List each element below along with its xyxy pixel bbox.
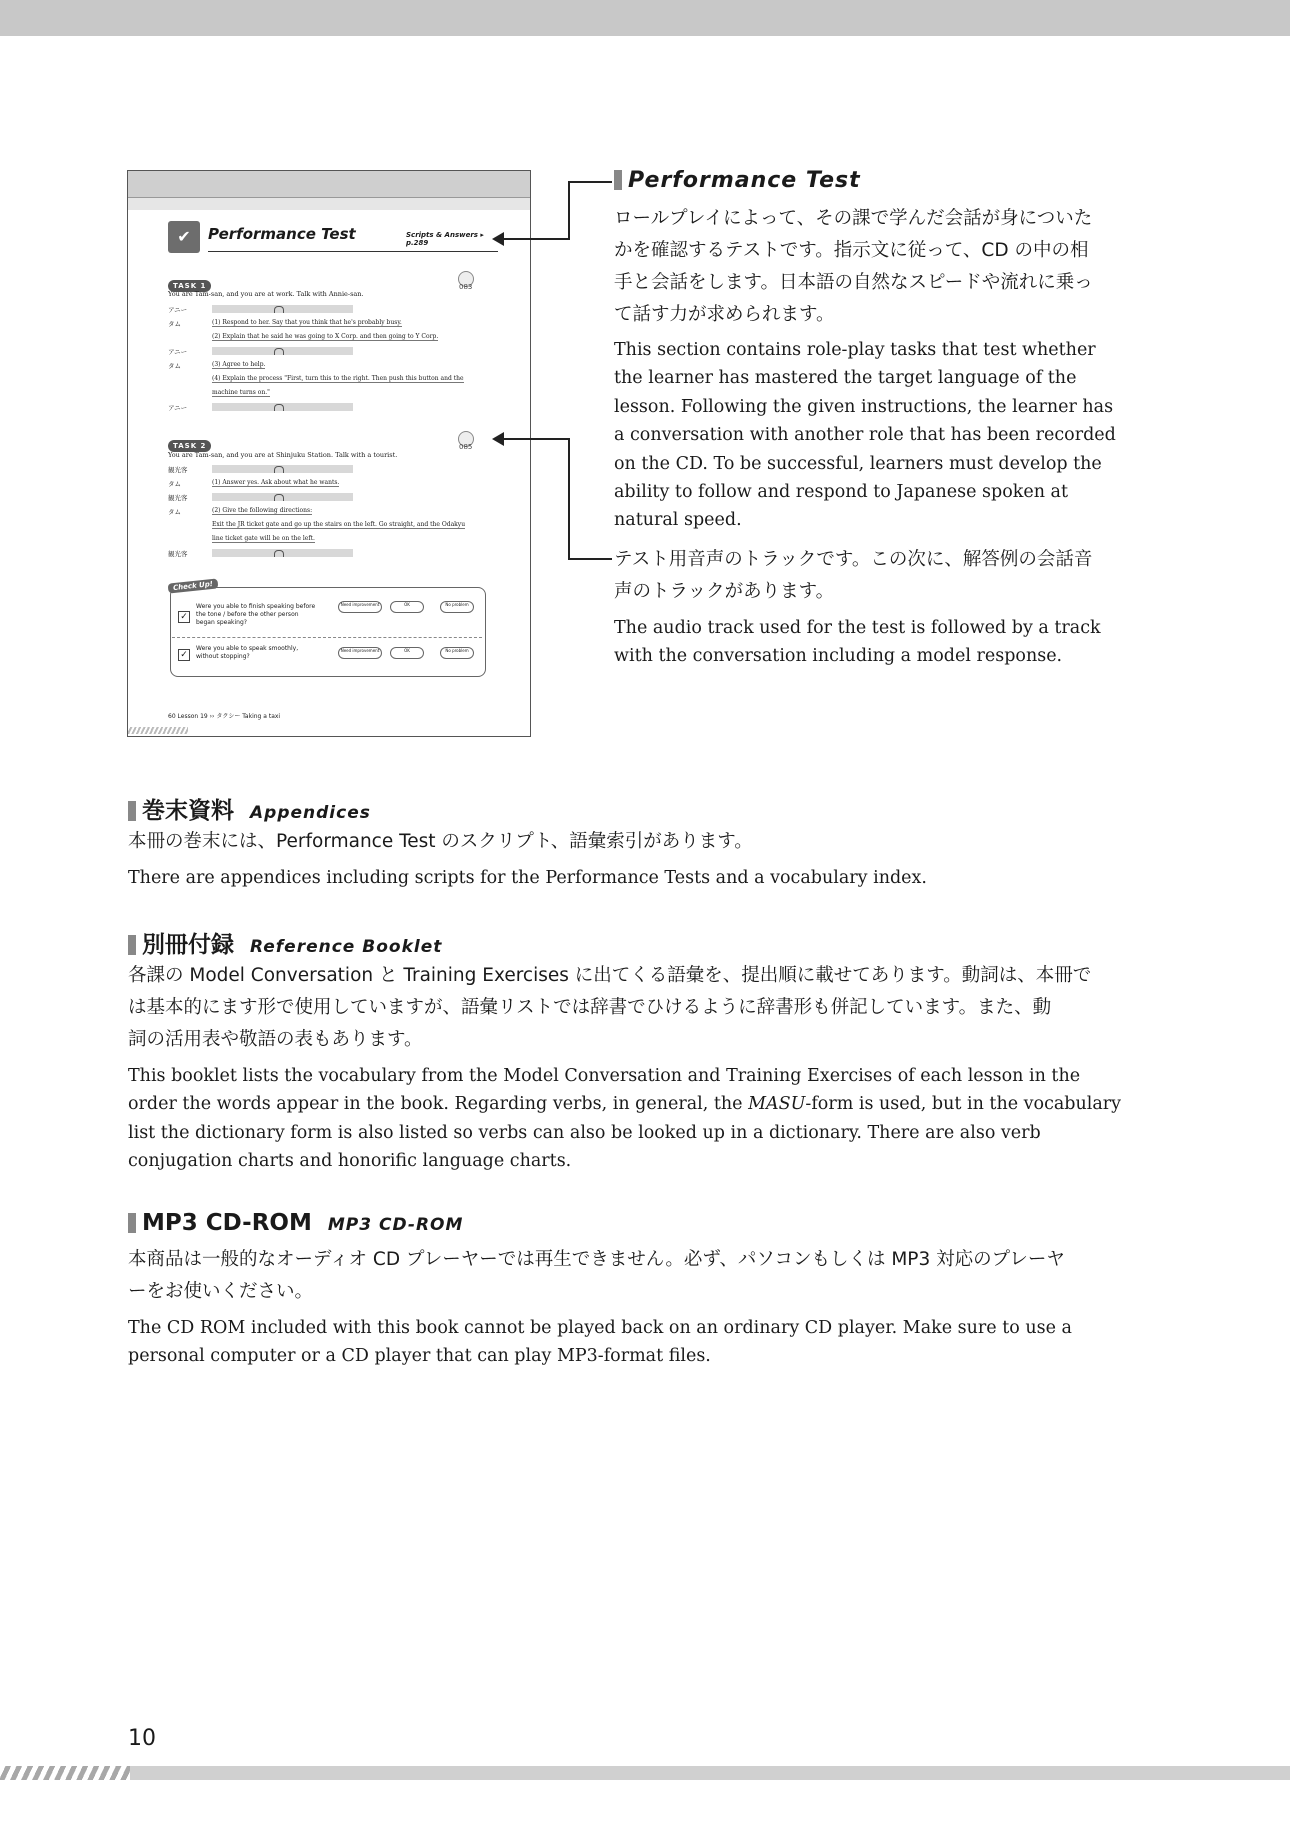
- checkmark-icon: ✓: [178, 611, 190, 623]
- instruction-line: machine turns on.": [212, 389, 270, 396]
- arrow-left-icon: [492, 232, 504, 246]
- thumbnail-footer: 60 Lesson 19 ›› タクシー Taking a taxi: [168, 713, 281, 720]
- speaker-label: 観光客: [168, 494, 188, 502]
- text-line: 各課の Model Conversation と Training Exercises に出てくる語彙を、提出順に載せてあります。動詞は、本冊で: [128, 965, 1092, 986]
- instruction-line: Exit the JR ticket gate and go up the stairs on the left. Go straight, and the Odakyu: [212, 521, 466, 528]
- text-line: personal computer or a CD player that can play MP3-format files.: [128, 1346, 711, 1367]
- bottom-stripes: [0, 1766, 130, 1780]
- checkup-option: No problem: [440, 601, 474, 613]
- instruction-line: line ticket gate will be on the left.: [212, 535, 315, 542]
- connector-line: [568, 181, 570, 240]
- audio-response-bar: [212, 493, 353, 501]
- performance-test-icon: ✔: [168, 221, 200, 253]
- page-number: 10: [128, 1726, 156, 1751]
- text-line: テスト用音声のトラックです。この次に、解答例の会話音: [614, 549, 1093, 570]
- speaker-label: タム: [168, 362, 181, 370]
- text-line: ロールプレイによって、その課で学んだ会話が身についた: [614, 208, 1093, 229]
- sample-page-thumbnail: [127, 170, 531, 737]
- instruction-line: (1) Respond to her. Say that you think that he's probably busy.: [212, 319, 402, 326]
- appendices-heading: 巻末資料 Appendices: [128, 792, 371, 825]
- checkup-option: No problem: [440, 647, 474, 659]
- checkup-item: Were you able to speak smoothly, without stopping?: [196, 645, 299, 660]
- mp3-cdrom-heading: MP3 CD-ROM MP3 CD-ROM: [128, 1210, 463, 1236]
- performance-test-en-text: [614, 336, 1116, 535]
- thumbnail-title: Performance Test: [208, 225, 356, 243]
- appendices-jp-text: [128, 826, 753, 858]
- text-line: かを確認するテストです。指示文に従って、CD の中の相: [614, 240, 1089, 261]
- audio-track-en-text: [614, 614, 1101, 671]
- task1-intro: You are Tam-san, and you are at work. Talk with Annie-san.: [168, 290, 364, 298]
- scripts-answers-ref: Scripts & Answers ▸ p.289: [406, 231, 484, 247]
- track-number: 085: [459, 443, 473, 451]
- text-line: 手と会話をします。日本語の自然なスピードや流れに乗っ: [614, 272, 1093, 293]
- audio-response-bar: [212, 465, 353, 473]
- text-line: The CD ROM included with this book cannot be played back on an ordinary CD player. Make sure to use a: [128, 1318, 1072, 1338]
- instruction-line: (2) Explain that he said he was going to X Corp. and then going to Y Corp.: [212, 333, 439, 340]
- text-line: 本冊の巻末には、Performance Test のスクリプト、語彙索引があります。: [128, 831, 753, 852]
- reference-booklet-en-text: [128, 1062, 1121, 1176]
- mp3-cdrom-jp-text: [128, 1244, 1065, 1308]
- top-gray-band: [0, 0, 1290, 36]
- speaker-label: アニー: [168, 306, 188, 314]
- text-line: The audio track used for the test is followed by a track: [614, 618, 1101, 638]
- task2-intro: You are Tam-san, and you are at Shinjuku Station. Talk with a tourist.: [168, 451, 398, 459]
- appendices-en-text: [128, 864, 927, 892]
- speaker-label: アニー: [168, 348, 188, 356]
- text-line: て話す力が求められます。: [614, 304, 835, 325]
- track-number: 083: [459, 283, 473, 291]
- checkup-option: OK: [390, 647, 424, 659]
- checkup-box: [170, 587, 486, 677]
- connector-line: [568, 438, 570, 560]
- checkup-option: OK: [390, 601, 424, 613]
- reference-booklet-jp-text: [128, 960, 1091, 1056]
- text-line: lesson. Following the given instructions, the learner has: [614, 396, 1114, 417]
- task1-badge: TASK 1: [168, 273, 211, 287]
- text-line: conjugation charts and honorific language charts.: [128, 1151, 572, 1172]
- reference-booklet-heading: 別冊付録 Reference Booklet: [128, 926, 442, 959]
- audio-response-bar: [212, 549, 353, 557]
- text-line: は基本的にます形で使用していますが、語彙リストでは辞書でひけるように辞書形も併記しています。また、動: [128, 997, 1052, 1018]
- text-line: with the conversation including a model response.: [614, 646, 1063, 667]
- task2-badge: TASK 2: [168, 433, 211, 447]
- checkup-tag: Check Up!: [168, 578, 219, 593]
- connector-line: [502, 238, 570, 240]
- instruction-line: (1) Answer yes. Ask about what he wants.: [212, 479, 340, 486]
- text-line: order the words appear in the book. Regarding verbs, in general, the MASU-form is used, but in the vocabulary: [128, 1094, 1122, 1115]
- audio-response-bar: [212, 347, 353, 355]
- text-line: 本商品は一般的なオーディオ CD プレーヤーでは再生できません。必ず、パソコンもしくは MP3 対応のプレーヤ: [128, 1249, 1065, 1270]
- bottom-gray-band: [0, 1766, 1290, 1780]
- speaker-label: タム: [168, 320, 181, 328]
- checkup-item: Were you able to finish speaking before the tone / before the other person began speaking?: [196, 603, 316, 626]
- audio-response-bar: [212, 305, 353, 313]
- text-line: the learner has mastered the target language of the: [614, 368, 1077, 389]
- checkup-option: Need improvement: [338, 601, 382, 613]
- text-line: There are appendices including scripts for the Performance Tests and a vocabulary index.: [128, 868, 927, 888]
- speaker-label: 観光客: [168, 466, 188, 474]
- performance-test-heading: Performance Test: [614, 168, 861, 193]
- text-line: ability to follow and respond to Japanese spoken at: [614, 482, 1068, 503]
- audio-track-jp-text: [614, 544, 1092, 608]
- instruction-line: (4) Explain the process "First, turn this to the right. Then push this button and the: [212, 375, 464, 382]
- speaker-label: タム: [168, 480, 181, 488]
- mp3-cdrom-en-text: [128, 1314, 1072, 1371]
- audio-response-bar: [212, 403, 353, 411]
- connector-line: [568, 181, 612, 183]
- text-line: a conversation with another role that has been recorded: [614, 425, 1116, 446]
- checkup-option: Need improvement: [338, 647, 382, 659]
- speaker-label: アニー: [168, 404, 188, 412]
- arrow-left-icon: [492, 432, 504, 446]
- text-line: ーをお使いください。: [128, 1281, 314, 1302]
- text-line: This section contains role-play tasks that test whether: [614, 340, 1096, 360]
- text-line: 詞の活用表や敬語の表もあります。: [128, 1029, 423, 1050]
- speaker-label: タム: [168, 508, 181, 516]
- thumbnail-header-band: [128, 171, 530, 198]
- text-line: 声のトラックがあります。: [614, 581, 835, 602]
- instruction-line: (2) Give the following directions:: [212, 507, 313, 514]
- thumbnail-heading: [168, 221, 498, 255]
- text-line: list the dictionary form is also listed so verbs can also be looked up in a dictionary. There are also verb: [128, 1122, 1041, 1143]
- text-line: This booklet lists the vocabulary from the Model Conversation and Training Exercises of each lesson in the: [128, 1066, 1081, 1086]
- connector-line: [568, 558, 612, 560]
- instruction-line: (3) Agree to help.: [212, 361, 266, 368]
- speaker-label: 観光客: [168, 550, 188, 558]
- checkmark-icon: ✓: [178, 649, 190, 661]
- text-line: on the CD. To be successful, learners must develop the: [614, 453, 1102, 474]
- text-line: natural speed.: [614, 510, 742, 531]
- performance-test-jp-text: [614, 203, 1093, 331]
- connector-line: [502, 438, 570, 440]
